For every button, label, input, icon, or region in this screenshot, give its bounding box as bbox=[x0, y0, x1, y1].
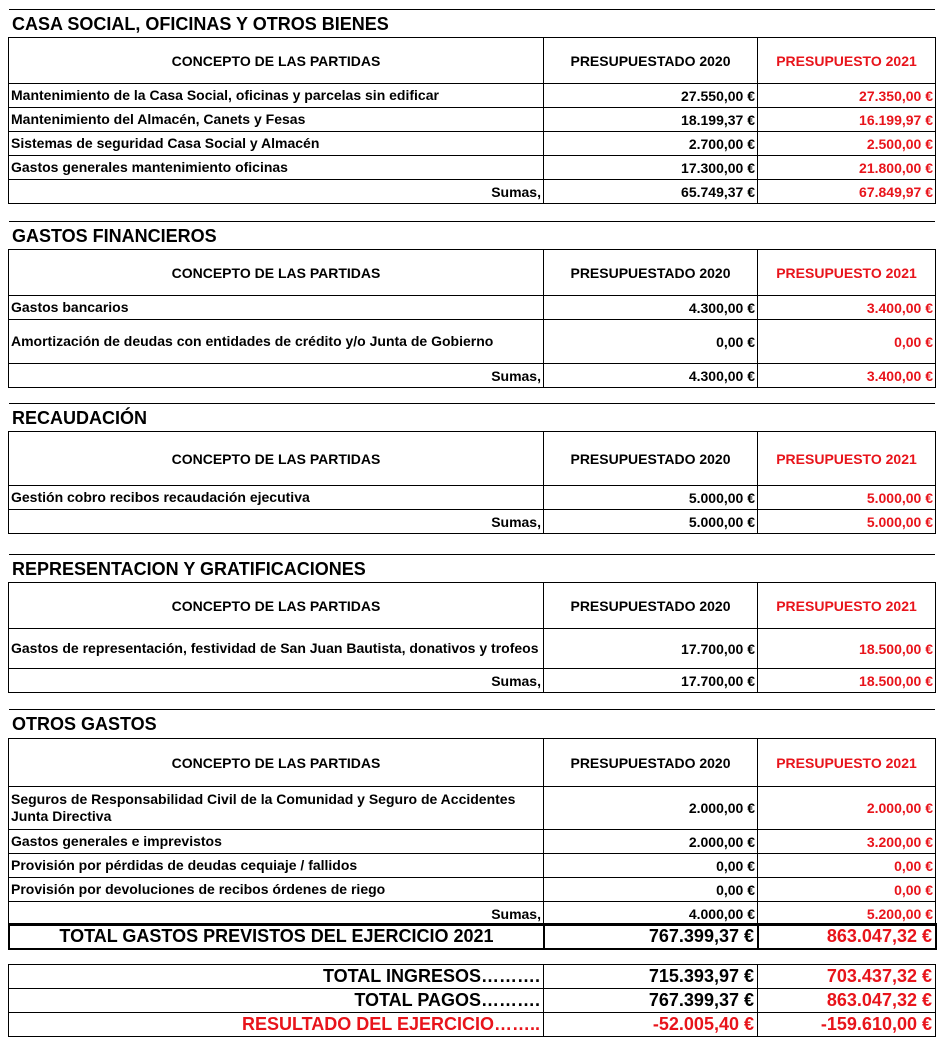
row-2021: 0,00 € bbox=[758, 854, 936, 878]
budget-table-casa-social bbox=[8, 37, 936, 204]
table-row bbox=[9, 108, 936, 132]
header-2021: PRESUPUESTO 2021 bbox=[758, 432, 936, 486]
table-row bbox=[9, 320, 936, 364]
resultado-2021: -159.610,00 € bbox=[758, 1013, 936, 1037]
header-2021: PRESUPUESTO 2021 bbox=[758, 250, 936, 296]
section-divider bbox=[9, 403, 935, 404]
row-2021: 2.500,00 € bbox=[758, 132, 936, 156]
header-concept: CONCEPTO DE LAS PARTIDAS bbox=[9, 583, 544, 629]
section-title: REPRESENTACION Y GRATIFICACIONES bbox=[12, 559, 366, 579]
sum-2021: 5.000,00 € bbox=[758, 510, 936, 534]
row-concept: Mantenimiento del Almacén, Canets y Fesas bbox=[9, 108, 544, 132]
row-2020: 5.000,00 € bbox=[544, 486, 758, 510]
row-2020: 17.300,00 € bbox=[544, 156, 758, 180]
table-header-row bbox=[9, 432, 936, 486]
sum-row bbox=[9, 902, 936, 926]
header-2020: PRESUPUESTADO 2020 bbox=[544, 250, 758, 296]
total-ingresos-label: TOTAL INGRESOS………. bbox=[9, 965, 544, 989]
table-row bbox=[9, 629, 936, 669]
table-row bbox=[9, 132, 936, 156]
row-concept: Gastos de representación, festividad de San Juan Bautista, donativos y trofeos bbox=[9, 629, 544, 669]
section-title: OTROS GASTOS bbox=[12, 714, 157, 734]
total-gastos-label: TOTAL GASTOS PREVISTOS DEL EJERCICIO 2021 bbox=[9, 924, 544, 949]
sum-label: Sumas, bbox=[9, 180, 544, 204]
row-2021: 16.199,97 € bbox=[758, 108, 936, 132]
row-concept: Amortización de deudas con entidades de crédito y/o Junta de Gobierno bbox=[9, 320, 544, 364]
header-2021: PRESUPUESTO 2021 bbox=[758, 583, 936, 629]
sum-2021: 3.400,00 € bbox=[758, 364, 936, 388]
header-concept: CONCEPTO DE LAS PARTIDAS bbox=[9, 250, 544, 296]
sum-2021: 67.849,97 € bbox=[758, 180, 936, 204]
sum-2021: 5.200,00 € bbox=[758, 902, 936, 926]
row-concept: Sistemas de seguridad Casa Social y Almacén bbox=[9, 132, 544, 156]
total-gastos-table bbox=[8, 923, 937, 950]
row-concept: Provisión por pérdidas de deudas cequiaje / fallidos bbox=[9, 854, 544, 878]
section-divider bbox=[9, 709, 935, 710]
summary-row bbox=[9, 965, 936, 989]
row-concept: Gestión cobro recibos recaudación ejecutiva bbox=[9, 486, 544, 510]
table-row bbox=[9, 854, 936, 878]
row-2021: 21.800,00 € bbox=[758, 156, 936, 180]
header-2021: PRESUPUESTO 2021 bbox=[758, 38, 936, 84]
section-divider bbox=[9, 554, 935, 555]
total-ingresos-2020: 715.393,97 € bbox=[544, 965, 758, 989]
row-2020: 17.700,00 € bbox=[544, 629, 758, 669]
budget-table-representacion bbox=[8, 582, 936, 693]
header-2020: PRESUPUESTADO 2020 bbox=[544, 739, 758, 787]
table-row bbox=[9, 878, 936, 902]
header-concept: CONCEPTO DE LAS PARTIDAS bbox=[9, 38, 544, 84]
summary-row bbox=[9, 1013, 936, 1037]
table-row bbox=[9, 84, 936, 108]
row-2020: 4.300,00 € bbox=[544, 296, 758, 320]
sum-label: Sumas, bbox=[9, 902, 544, 926]
sum-row bbox=[9, 510, 936, 534]
section-title: RECAUDACIÓN bbox=[12, 408, 147, 428]
table-row bbox=[9, 787, 936, 830]
row-concept: Seguros de Responsabilidad Civil de la Comunidad y Seguro de Accidentes Junta Directiva bbox=[9, 787, 544, 830]
resultado-label: RESULTADO DEL EJERCICIO…….. bbox=[9, 1013, 544, 1037]
header-2020: PRESUPUESTADO 2020 bbox=[544, 583, 758, 629]
row-2020: 0,00 € bbox=[544, 320, 758, 364]
row-2020: 2.000,00 € bbox=[544, 830, 758, 854]
section-title: CASA SOCIAL, OFICINAS Y OTROS BIENES bbox=[12, 14, 389, 34]
row-2021: 18.500,00 € bbox=[758, 629, 936, 669]
section-divider bbox=[9, 9, 935, 10]
budget-table-gastos-financieros bbox=[8, 249, 936, 388]
sum-label: Sumas, bbox=[9, 510, 544, 534]
budget-table-otros-gastos bbox=[8, 738, 936, 926]
sum-label: Sumas, bbox=[9, 669, 544, 693]
sum-label: Sumas, bbox=[9, 364, 544, 388]
header-2020: PRESUPUESTADO 2020 bbox=[544, 432, 758, 486]
row-concept: Gastos bancarios bbox=[9, 296, 544, 320]
sum-2020: 65.749,37 € bbox=[544, 180, 758, 204]
sum-row bbox=[9, 180, 936, 204]
section-divider bbox=[9, 221, 935, 222]
row-2021: 3.400,00 € bbox=[758, 296, 936, 320]
row-2021: 27.350,00 € bbox=[758, 84, 936, 108]
sum-2020: 4.300,00 € bbox=[544, 364, 758, 388]
total-pagos-label: TOTAL PAGOS………. bbox=[9, 989, 544, 1013]
header-concept: CONCEPTO DE LAS PARTIDAS bbox=[9, 432, 544, 486]
header-2020: PRESUPUESTADO 2020 bbox=[544, 38, 758, 84]
row-concept: Gastos generales e imprevistos bbox=[9, 830, 544, 854]
table-header-row bbox=[9, 739, 936, 787]
row-2020: 2.700,00 € bbox=[544, 132, 758, 156]
budget-table-recaudacion bbox=[8, 431, 936, 534]
table-header-row bbox=[9, 250, 936, 296]
table-row bbox=[9, 156, 936, 180]
total-pagos-2021: 863.047,32 € bbox=[758, 989, 936, 1013]
total-pagos-2020: 767.399,37 € bbox=[544, 989, 758, 1013]
row-2020: 18.199,37 € bbox=[544, 108, 758, 132]
sum-2020: 4.000,00 € bbox=[544, 902, 758, 926]
resultado-2020: -52.005,40 € bbox=[544, 1013, 758, 1037]
table-row bbox=[9, 830, 936, 854]
total-ingresos-2021: 703.437,32 € bbox=[758, 965, 936, 989]
table-header-row bbox=[9, 38, 936, 84]
row-2020: 0,00 € bbox=[544, 854, 758, 878]
row-concept: Mantenimiento de la Casa Social, oficinas y parcelas sin edificar bbox=[9, 84, 544, 108]
total-gastos-2020: 767.399,37 € bbox=[544, 924, 758, 949]
row-2021: 3.200,00 € bbox=[758, 830, 936, 854]
row-2021: 2.000,00 € bbox=[758, 787, 936, 830]
summary-table bbox=[8, 964, 936, 1037]
header-2021: PRESUPUESTO 2021 bbox=[758, 739, 936, 787]
row-2020: 27.550,00 € bbox=[544, 84, 758, 108]
sum-2020: 5.000,00 € bbox=[544, 510, 758, 534]
header-concept: CONCEPTO DE LAS PARTIDAS bbox=[9, 739, 544, 787]
section-title: GASTOS FINANCIEROS bbox=[12, 226, 217, 246]
row-concept: Gastos generales mantenimiento oficinas bbox=[9, 156, 544, 180]
sum-2020: 17.700,00 € bbox=[544, 669, 758, 693]
row-concept: Provisión por devoluciones de recibos órdenes de riego bbox=[9, 878, 544, 902]
total-gastos-2021: 863.047,32 € bbox=[758, 924, 936, 949]
table-header-row bbox=[9, 583, 936, 629]
row-2020: 0,00 € bbox=[544, 878, 758, 902]
sum-row bbox=[9, 669, 936, 693]
sum-row bbox=[9, 364, 936, 388]
total-gastos-row bbox=[9, 924, 936, 949]
sum-2021: 18.500,00 € bbox=[758, 669, 936, 693]
summary-row bbox=[9, 989, 936, 1013]
row-2021: 0,00 € bbox=[758, 320, 936, 364]
row-2021: 0,00 € bbox=[758, 878, 936, 902]
table-row bbox=[9, 486, 936, 510]
table-row bbox=[9, 296, 936, 320]
row-2021: 5.000,00 € bbox=[758, 486, 936, 510]
row-2020: 2.000,00 € bbox=[544, 787, 758, 830]
